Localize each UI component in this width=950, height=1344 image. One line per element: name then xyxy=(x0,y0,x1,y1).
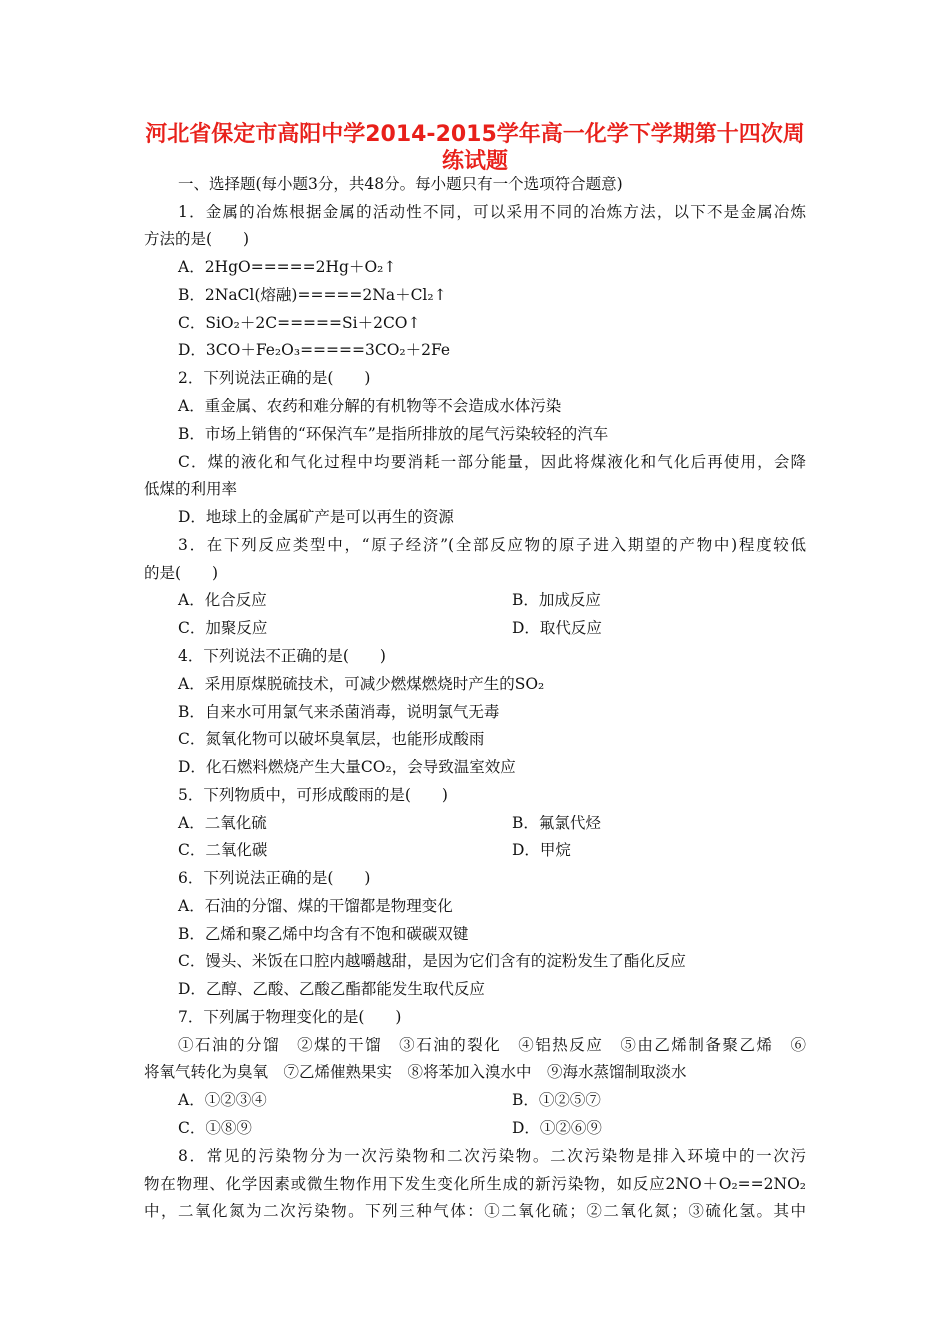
q1-option-a: A．2HgO=====2Hg＋O₂↑ xyxy=(178,258,397,276)
q7-items-line-1: ①石油的分馏 ②煤的干馏 ③石油的裂化 ④铝热反应 ⑤由乙烯制备聚乙烯 ⑥ xyxy=(178,1036,806,1054)
q1-option-c: C．SiO₂＋2C=====Si＋2CO↑ xyxy=(178,314,421,332)
q4-option-a: A．采用原煤脱硫技术，可减少燃煤燃烧时产生的SO₂ xyxy=(178,675,545,693)
q5-option-d: D．甲烷 xyxy=(512,841,571,859)
q5-option-c: C．二氧化碳 xyxy=(178,841,268,859)
q5-option-a: A．二氧化硫 xyxy=(178,814,267,832)
document-title-line-1: 河北省保定市高阳中学2014-2015学年高一化学下学期第十四次周 xyxy=(145,122,805,147)
q6-option-d: D．乙醇、乙酸、乙酸乙酯都能发生取代反应 xyxy=(178,980,485,998)
q2-option-c-line-1: C．煤的液化和气化过程中均要消耗一部分能量，因此将煤液化和气化后再使用，会降 xyxy=(178,453,806,471)
q8-stem-line-2: 物在物理、化学因素或微生物作用下发生变化所生成的新污染物，如反应2NO＋O₂==2NO₂ xyxy=(144,1175,806,1193)
q3-option-a: A．化合反应 xyxy=(178,591,267,609)
q6-option-c: C．馒头、米饭在口腔内越嚼越甜，是因为它们含有的淀粉发生了酯化反应 xyxy=(178,952,686,970)
q4-option-c: C．氮氧化物可以破坏臭氧层，也能形成酸雨 xyxy=(178,730,485,748)
section-header: 一、选择题(每小题3分，共48分。每小题只有一个选项符合题意) xyxy=(178,175,623,193)
q7-option-c: C．①⑧⑨ xyxy=(178,1119,252,1137)
q6-option-b: B．乙烯和聚乙烯中均含有不饱和碳碳双键 xyxy=(178,925,469,943)
q7-option-a: A．①②③④ xyxy=(178,1091,267,1109)
q5-option-b: B．氟氯代烃 xyxy=(512,814,601,832)
q3-stem-line-2: 的是( ) xyxy=(144,564,219,582)
q3-option-c: C．加聚反应 xyxy=(178,619,268,637)
q1-stem-line-1: 1．金属的冶炼根据金属的活动性不同，可以采用不同的冶炼方法，以下不是金属冶炼 xyxy=(178,203,806,221)
q2-option-a: A．重金属、农药和难分解的有机物等不会造成水体污染 xyxy=(178,397,562,415)
document-title-line-2: 练试题 xyxy=(441,149,508,174)
q1-option-b: B．2NaCl(熔融)=====2Na＋Cl₂↑ xyxy=(178,286,447,304)
q7-items-line-2: 将氧气转化为臭氧 ⑦乙烯催熟果实 ⑧将苯加入溴水中 ⑨海水蒸馏制取淡水 xyxy=(144,1063,687,1081)
q7-option-b: B．①②⑤⑦ xyxy=(512,1091,601,1109)
q3-option-b: B．加成反应 xyxy=(512,591,601,609)
q4-option-d: D．化石燃料燃烧产生大量CO₂，会导致温室效应 xyxy=(178,758,516,776)
q4-stem: 4．下列说法不正确的是( ) xyxy=(178,647,386,665)
q1-stem-line-2: 方法的是( ) xyxy=(144,230,250,248)
q5-stem: 5．下列物质中，可形成酸雨的是( ) xyxy=(178,786,448,804)
q6-option-a: A．石油的分馏、煤的干馏都是物理变化 xyxy=(178,897,453,915)
q2-option-b: B．市场上销售的“环保汽车”是指所排放的尾气污染较轻的汽车 xyxy=(178,425,609,443)
q1-option-d: D．3CO＋Fe₂O₃=====3CO₂＋2Fe xyxy=(178,341,451,359)
q4-option-b: B．自来水可用氯气来杀菌消毒，说明氯气无毒 xyxy=(178,703,500,721)
q7-option-d: D．①②⑥⑨ xyxy=(512,1119,602,1137)
q8-stem-line-3: 中，二氧化氮为二次污染物。下列三种气体：①二氧化硫；②二氧化氮；③硫化氢。其中 xyxy=(144,1202,806,1220)
q8-stem-line-1: 8．常见的污染物分为一次污染物和二次污染物。二次污染物是排入环境中的一次污 xyxy=(178,1147,806,1165)
q3-option-d: D．取代反应 xyxy=(512,619,602,637)
q2-option-d: D．地球上的金属矿产是可以再生的资源 xyxy=(178,508,454,526)
q2-stem: 2．下列说法正确的是( ) xyxy=(178,369,371,387)
q2-option-c-line-2: 低煤的利用率 xyxy=(144,480,238,498)
q7-stem: 7．下列属于物理变化的是( ) xyxy=(178,1008,402,1026)
q6-stem: 6．下列说法正确的是( ) xyxy=(178,869,371,887)
q3-stem-line-1: 3．在下列反应类型中，“原子经济”(全部反应物的原子进入期望的产物中)程度较低 xyxy=(178,536,806,554)
